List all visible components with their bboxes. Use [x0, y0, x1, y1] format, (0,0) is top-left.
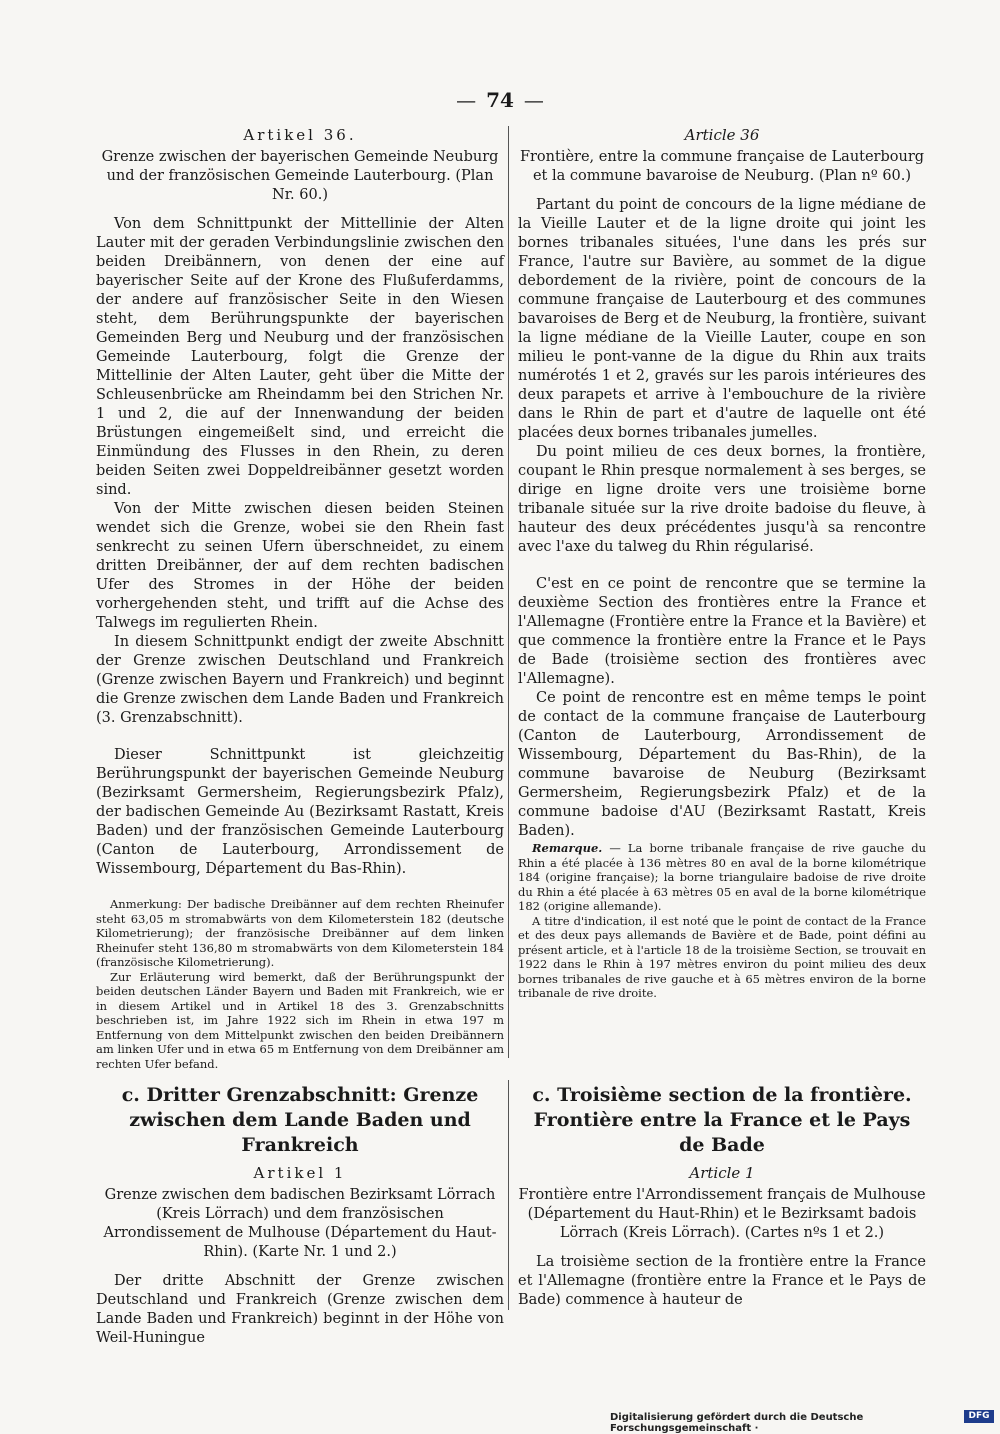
section-divider [508, 1080, 509, 1310]
dfg-logo: DFG [964, 1410, 994, 1423]
dash-right: — [523, 88, 544, 112]
paragraph-fr-3: C'est en ce point de rencontre que se termine la deuxième Section des frontières entre la France et l'Allemagne (Frontière entre la France et la Bavière) et que commence la frontière entre la France et le Pays de Bade (troisième section des frontières avec l'Allemagne). [518, 576, 926, 687]
french-column [518, 126, 926, 1001]
section-c-french [518, 1083, 926, 1310]
section-article-de: Artikel 1 [253, 1164, 347, 1182]
note-de-1: Anmerkung: Der badische Dreibänner auf dem rechten Rheinufer steht 63,05 m stromabwärts von dem Kilometerstein 182 (deutsche Kilometrierung); der französische Dreibänner auf dem linken Rheinufer steht 136,80 m stromabwärts von dem Kilometerstein 184 (französische Kilometrierung). [96, 897, 504, 969]
page-number [0, 88, 1000, 112]
section-title-fr: c. Troisième section de la frontière. Frontière entre la France et le Pays de Bade [532, 1084, 912, 1156]
column-divider [508, 126, 509, 1058]
note-fr-2: A titre d'indication, il est noté que le point de contact de la France et des deux pays allemands de Bavière et de Bade, point défini au présent article, et à l'article 18 de la troisième Section, se trouvait en 1922 dans le Rhin à 197 mètres environ du point milieu des deux bornes tribanales de rive gauche et à 65 mètres environ de la borne tribanale de rive droite. [518, 913, 926, 1000]
footer-credit: Digitalisierung gefördert durch die Deutsche Forschungsgemeinschaft · [610, 1412, 864, 1434]
section-heading-fr: Frontière entre l'Arrondissement français de Mulhouse (Département du Haut-Rhin) et le Bezirksamt badois Lörrach (Kreis Lörrach). (Cartes nºs 1 et 2.) [518, 1187, 926, 1241]
paragraph-fr-2: Du point milieu de ces deux bornes, la frontière, coupant le Rhin presque normalement à ses berges, se dirige en ligne droite vers une troisième borne tribanale située sur la rive droite badoise du fleuve, à hauteur des deux précédentes jusqu'à sa rencontre avec l'axe du talweg du Rhin régularisé. [518, 444, 926, 555]
note-fr-1-text: — La borne tribanale française de rive gauche du Rhin a été placée à 136 mètres 80 en aval de la borne kilométrique 184 (origine française); la borne triangulaire badoise de rive droite du Rhin a été placée à 63 mètres 05 en aval de la borne kilométrique 182 (origine allemande). [518, 841, 927, 913]
note-de-2: Zur Erläuterung wird bemerkt, daß der Berührungspunkt der beiden deutschen Länder Bayern und Baden mit Frankreich, wie er in diesem Artikel und in Artikel 18 des 3. Grenzabschnitts beschrieben ist, im Jahre 1922 sich im Rhein in etwa 197 m Entfernung von dem Mittelpunkt zwischen den beiden Dreibännern am linken Ufer und in etwa 65 m Entfernung von dem Dreibänner am rechten Ufer befand. [96, 969, 504, 1071]
note-fr-1 [518, 841, 926, 914]
paragraph-de-2: Von der Mitte zwischen diesen beiden Steinen wendet sich die Grenze, wobei sie den Rhein fast senkrecht zu seinen Ufern überschneidet, zu einem dritten Dreibänner, der auf dem rechten badischen Ufer des Stromes in der Höhe der beiden vorhergehenden steht, und trifft auf die Achse des Talwegs im regulierten Rhein. [96, 501, 504, 631]
article-title-de: Artikel 36. [243, 126, 357, 144]
section-heading-de: Grenze zwischen dem badischen Bezirksamt Lörrach (Kreis Lörrach) und dem französischen Arrondissement de Mulhouse (Département du Haut-Rhin). (Karte Nr. 1 und 2.) [103, 1187, 497, 1260]
page-number-value: 74 [486, 88, 514, 112]
section-paragraph-de: Der dritte Abschnitt der Grenze zwischen Deutschland und Frankreich (Grenze zwischen dem Lande Baden und Frankreich) beginnt in der Höhe von Weil-Huningue [96, 1273, 504, 1346]
note-lead-fr: Remarque. [532, 841, 603, 855]
paragraph-fr-1: Partant du point de concours de la ligne médiane de la Vieille Lauter et de la ligne droite qui joint les bornes tribanales situées, l'une dans les prés sur France, l'autre sur Bavière, au sommet de la digue debordement de la rivière, point de concours de la commune française de Lauterbourg et des communes bavaroises de Berg et de Neuburg, la frontière, suivant la ligne médiane de la Vieille Lauter, coupe en son milieu le pont-vanne de la digue du Rhin aux traits numérotés 1 et 2, gravés sur les parois intérieures des deux parapets et arrive à l'embouchure de la rivière dans le Rhin de part et d'autre de laquelle ont été placées deux bornes tribanales jumelles. [518, 197, 926, 441]
section-title-de: c. Dritter Grenzabschnitt: Grenze zwischen dem Lande Baden und Frankreich [121, 1084, 479, 1156]
section-article-fr: Article 1 [689, 1164, 755, 1182]
section-paragraph-fr: La troisième section de la frontière entre la France et l'Allemagne (frontière entre la France et le Pays de Bade) commence à hauteur de [518, 1254, 926, 1308]
article-title-fr: Article 36 [684, 126, 760, 144]
section-c-german [96, 1083, 504, 1348]
german-column [96, 126, 504, 1071]
article-heading-fr: Frontière, entre la commune française de Lauterbourg et la commune bavaroise de Neuburg. (Plan nº 60.) [519, 149, 925, 184]
paragraph-fr-4: Ce point de rencontre est en même temps le point de contact de la commune française de Lauterbourg (Canton de Lauterbourg, Arrondissement de Wissembourg, Département du Bas-Rhin), de la commune bavaroise de Neuburg (Bezirksamt Germersheim, Regierungsbezirk Pfalz) et de la commune badoise d'AU (Bezirksamt Rastatt, Kreis Baden). [518, 690, 926, 839]
dash-left: — [456, 88, 477, 112]
paragraph-de-1: Von dem Schnittpunkt der Mittellinie der Alten Lauter mit der geraden Verbindungslinie zwischen den beiden Dreibännern, von denen der eine auf bayerischer Seite auf der Krone des Flußuferdamms, der andere auf französischer Seite in den Wiesen steht, dem Berührungspunkte der bayerischen Gemeinden Berg und Neuburg und der französischen Gemeinde Lauterbourg, folgt die Grenze der Mittellinie der Alten Lauter, geht über die Mitte der Schleusenbrücke am Rheindamm bei den Strichen Nr. 1 und 2, die auf der Innenwandung der beiden Brüstungen eingemeißelt sind, und erreicht die Einmündung des Flusses in den Rhein, zu deren beiden Seiten zwei Doppeldreibänner gesetzt worden sind. [96, 216, 504, 498]
paragraph-de-4: Dieser Schnittpunkt ist gleichzeitig Berührungspunkt der bayerischen Gemeinde Neuburg (Bezirksamt Germersheim, Regierungsbezirk Pfalz), der badischen Gemeinde Au (Bezirksamt Rastatt, Kreis Baden) und der französischen Gemeinde Lauterbourg (Canton de Lauterbourg, Arrondissement de Wissembourg, Département du Bas-Rhin). [96, 747, 504, 877]
paragraph-de-3: In diesem Schnittpunkt endigt der zweite Abschnitt der Grenze zwischen Deutschland und Frankreich (Grenze zwischen Bayern und Frankreich) und beginnt die Grenze zwischen dem Lande Baden und Frankreich (3. Grenzabschnitt). [96, 634, 504, 726]
article-heading-de: Grenze zwischen der bayerischen Gemeinde Neuburg und der französischen Gemeinde Lauterbourg. (Plan Nr. 60.) [101, 149, 499, 203]
